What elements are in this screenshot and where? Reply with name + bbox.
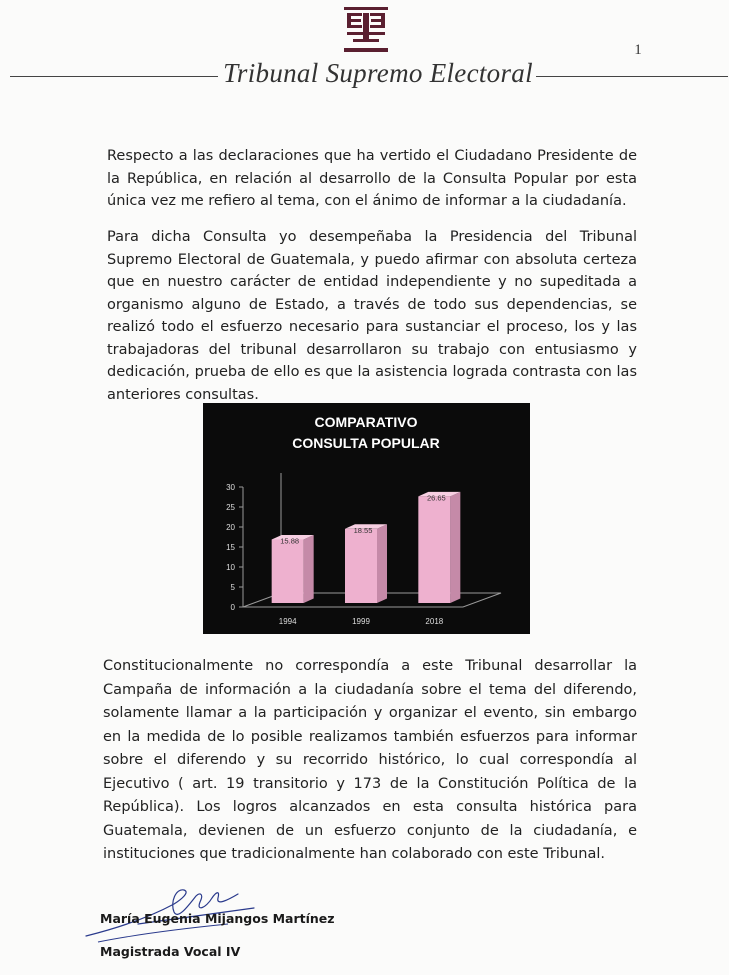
chart-bar bbox=[418, 496, 450, 603]
tse-logo-emblem bbox=[343, 6, 389, 54]
chart-bars bbox=[272, 492, 461, 626]
chart-bar-side bbox=[304, 535, 314, 603]
institution-name: Tribunal Supremo Electoral bbox=[223, 58, 533, 88]
letterhead-rule-left bbox=[10, 76, 218, 77]
chart-y-tick-label: 5 bbox=[230, 583, 235, 592]
chart-bar bbox=[272, 539, 304, 603]
comparison-chart bbox=[203, 403, 530, 634]
chart-y-tick-label: 15 bbox=[226, 543, 235, 552]
signer-name: María Eugenia Mijangos Martínez bbox=[100, 911, 335, 926]
chart-bar-side bbox=[377, 524, 387, 603]
chart-x-tick-label: 1994 bbox=[278, 617, 297, 626]
letterhead-rule-right bbox=[536, 76, 728, 77]
chart-y-tick-label: 30 bbox=[226, 483, 235, 492]
chart-x-tick-label: 1999 bbox=[352, 617, 370, 626]
chart-canvas bbox=[203, 403, 530, 634]
chart-bar-side bbox=[450, 492, 460, 603]
chart-subtitle: CONSULTA POPULAR bbox=[292, 435, 440, 451]
chart-bar bbox=[345, 529, 377, 603]
chart-data-label: 18.55 bbox=[353, 525, 373, 535]
chart-data-label: 26.65 bbox=[426, 493, 446, 503]
page-number: 1 bbox=[634, 42, 642, 58]
chart-y-tick-label: 25 bbox=[226, 503, 235, 512]
paragraph-3: Constitucionalmente no correspondía a este Tribunal desarrollar la Campaña de información a la ciudadanía sobre el tema del diferendo, solamente llamar a la participación y organizar el evento, sin embargo en la medida de lo posible realizamos también esfuerzos para informar sobre el diferendo y su recorrido histórico, lo cual correspondía al Ejecutivo ( art. 19 transitorio y 173 de la Constitución Política de la República). Los logros alcanzados en esta consulta histórica para Guatemala, devienen de un esfuerzo conjunto de la ciudadanía, e instituciones que tradicionalmente han colaborado con este Tribunal. bbox=[103, 658, 637, 862]
signer-title: Magistrada Vocal IV bbox=[100, 944, 241, 959]
chart-y-tick-label: 10 bbox=[226, 563, 235, 572]
chart-x-tick-label: 2018 bbox=[425, 617, 444, 626]
paragraph-2: Para dicha Consulta yo desempeñaba la Presidencia del Tribunal Supremo Electoral de Guatemala, y puedo afirmar con absoluta certeza que en nuestro carácter de entidad independiente y no supeditada a organismo alguno de Estado, a través de todo sus dependencias, se realizó todo el esfuerzo necesario para sustanciar el proceso, los y las trabajadoras del tribunal desarrollaron su trabajo con entusiasmo y dedicación, prueba de ello es que la asistencia lograda contrasta con las anteriores consultas. bbox=[107, 229, 637, 403]
chart-y-tick-label: 0 bbox=[230, 603, 235, 612]
chart-y-tick-label: 20 bbox=[226, 523, 235, 532]
chart-title: COMPARATIVO bbox=[314, 414, 418, 430]
chart-data-label: 15.88 bbox=[280, 536, 300, 546]
paragraph-1: Respecto a las declaraciones que ha vertido el Ciudadano Presidente de la República, en relación al desarrollo de la Consulta Popular por esta única vez me refiero al tema, con el ánimo de informar a la ciudadanía. bbox=[107, 148, 637, 209]
